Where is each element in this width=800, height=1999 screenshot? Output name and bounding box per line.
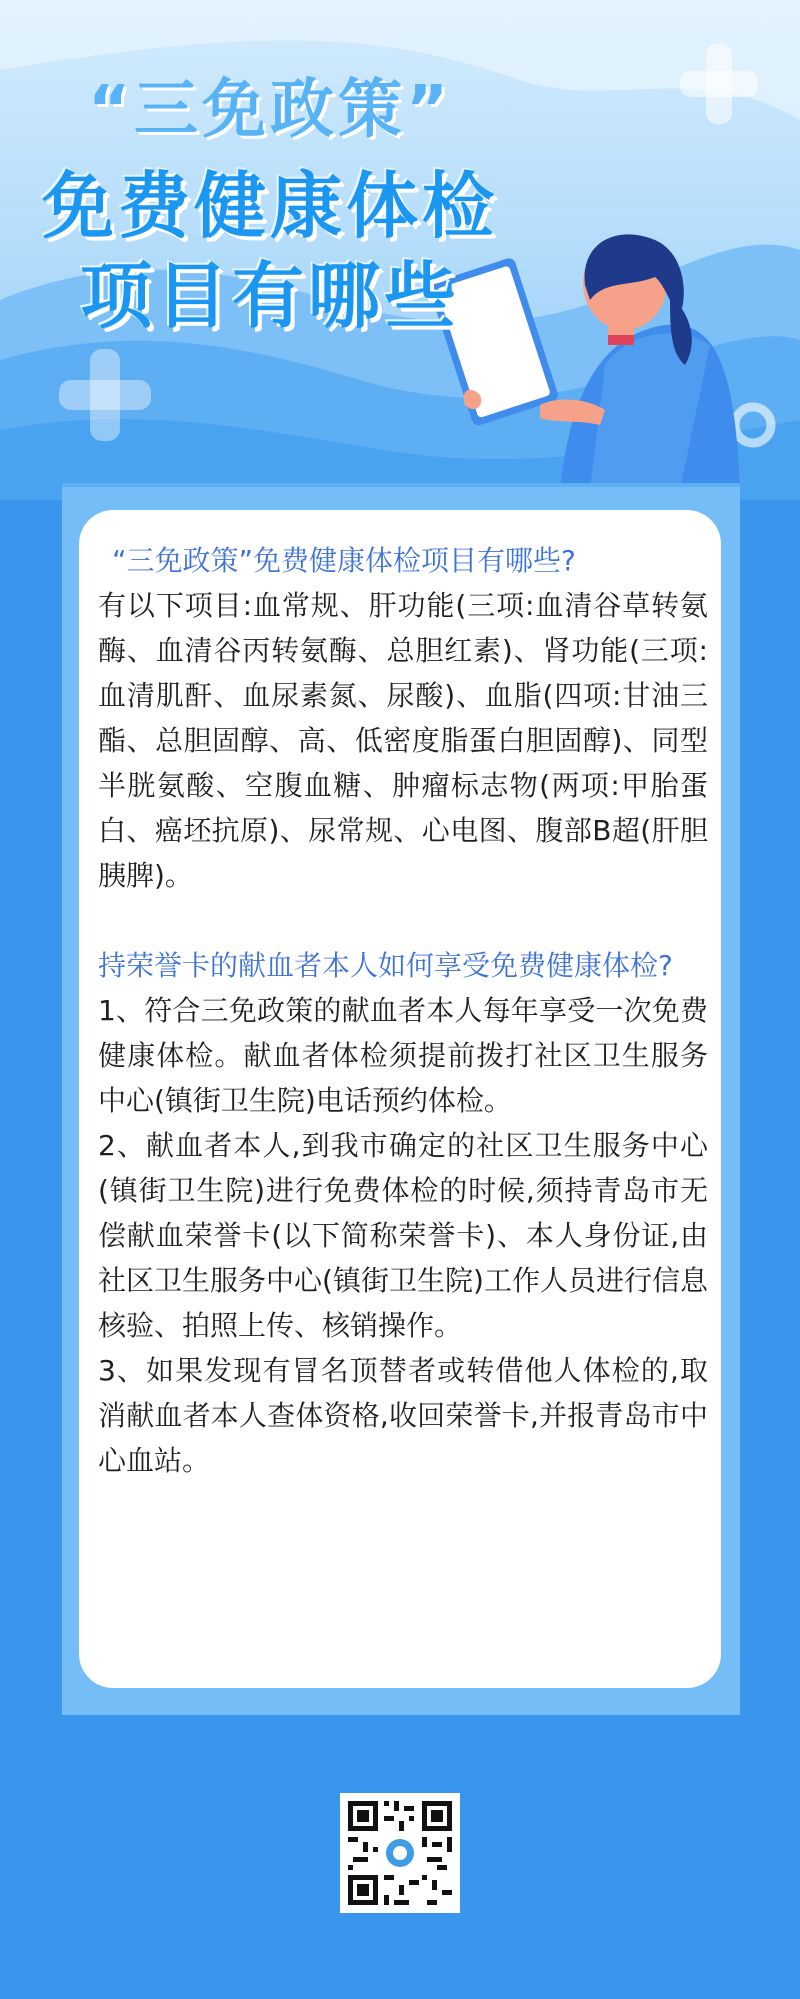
question-1-answer: 有以下项目:血常规、肝功能(三项:血清谷草转氨酶、血清谷丙转氨酶、总胆红素)、肾功能(三项:血清肌酐、血尿素氮、尿酸)、血脂(四项:甘油三酯、总胆固醇、高、低密度脂蛋白胆固醇)、同型半胱氨酸、空腹血糖、肿瘤标志物(两项:甲胎蛋白、癌坯抗原)、尿常规、心电图、腹部B超(肝胆胰脾)。 <box>98 589 708 892</box>
spacer <box>98 898 708 943</box>
title-line-3: 项目有哪些 <box>79 254 460 338</box>
card-text <box>98 538 708 1483</box>
answer-item-3: 3、如果发现有冒名顶替者或转借他人体检的,取消献血者本人查体资格,收回荣誉卡,并报青岛市中心血站。 <box>98 1354 708 1477</box>
hero-banner <box>0 0 800 500</box>
question-2-heading: 持荣誉卡的献血者本人如何享受免费健康体检? <box>98 949 673 982</box>
plus-cross-icon <box>55 345 155 445</box>
title-line-1: “三免政策” <box>87 73 453 147</box>
qr-code[interactable] <box>340 1793 460 1913</box>
answer-item-2: 2、献血者本人,到我市确定的社区卫生服务中心(镇街卫生院)进行免费体检的时候,须持青岛市无偿献血荣誉卡(以下简称荣誉卡)、本人身份证,由社区卫生服务中心(镇街卫生院)工作人员进行信息核验、拍照上传、核销操作。 <box>98 1129 708 1342</box>
question-1-heading: “三免政策”免费健康体检项目有哪些? <box>112 544 576 577</box>
plus-cross-icon <box>680 40 760 130</box>
answer-item-1: 1、符合三免政策的献血者本人每年享受一次免费健康体检。献血者体检须提前拨打社区卫生服务中心(镇街卫生院)电话预约体检。 <box>98 994 708 1117</box>
qr-code-icon <box>340 1793 460 1913</box>
title-line-2: 免费健康体检 <box>41 164 498 248</box>
